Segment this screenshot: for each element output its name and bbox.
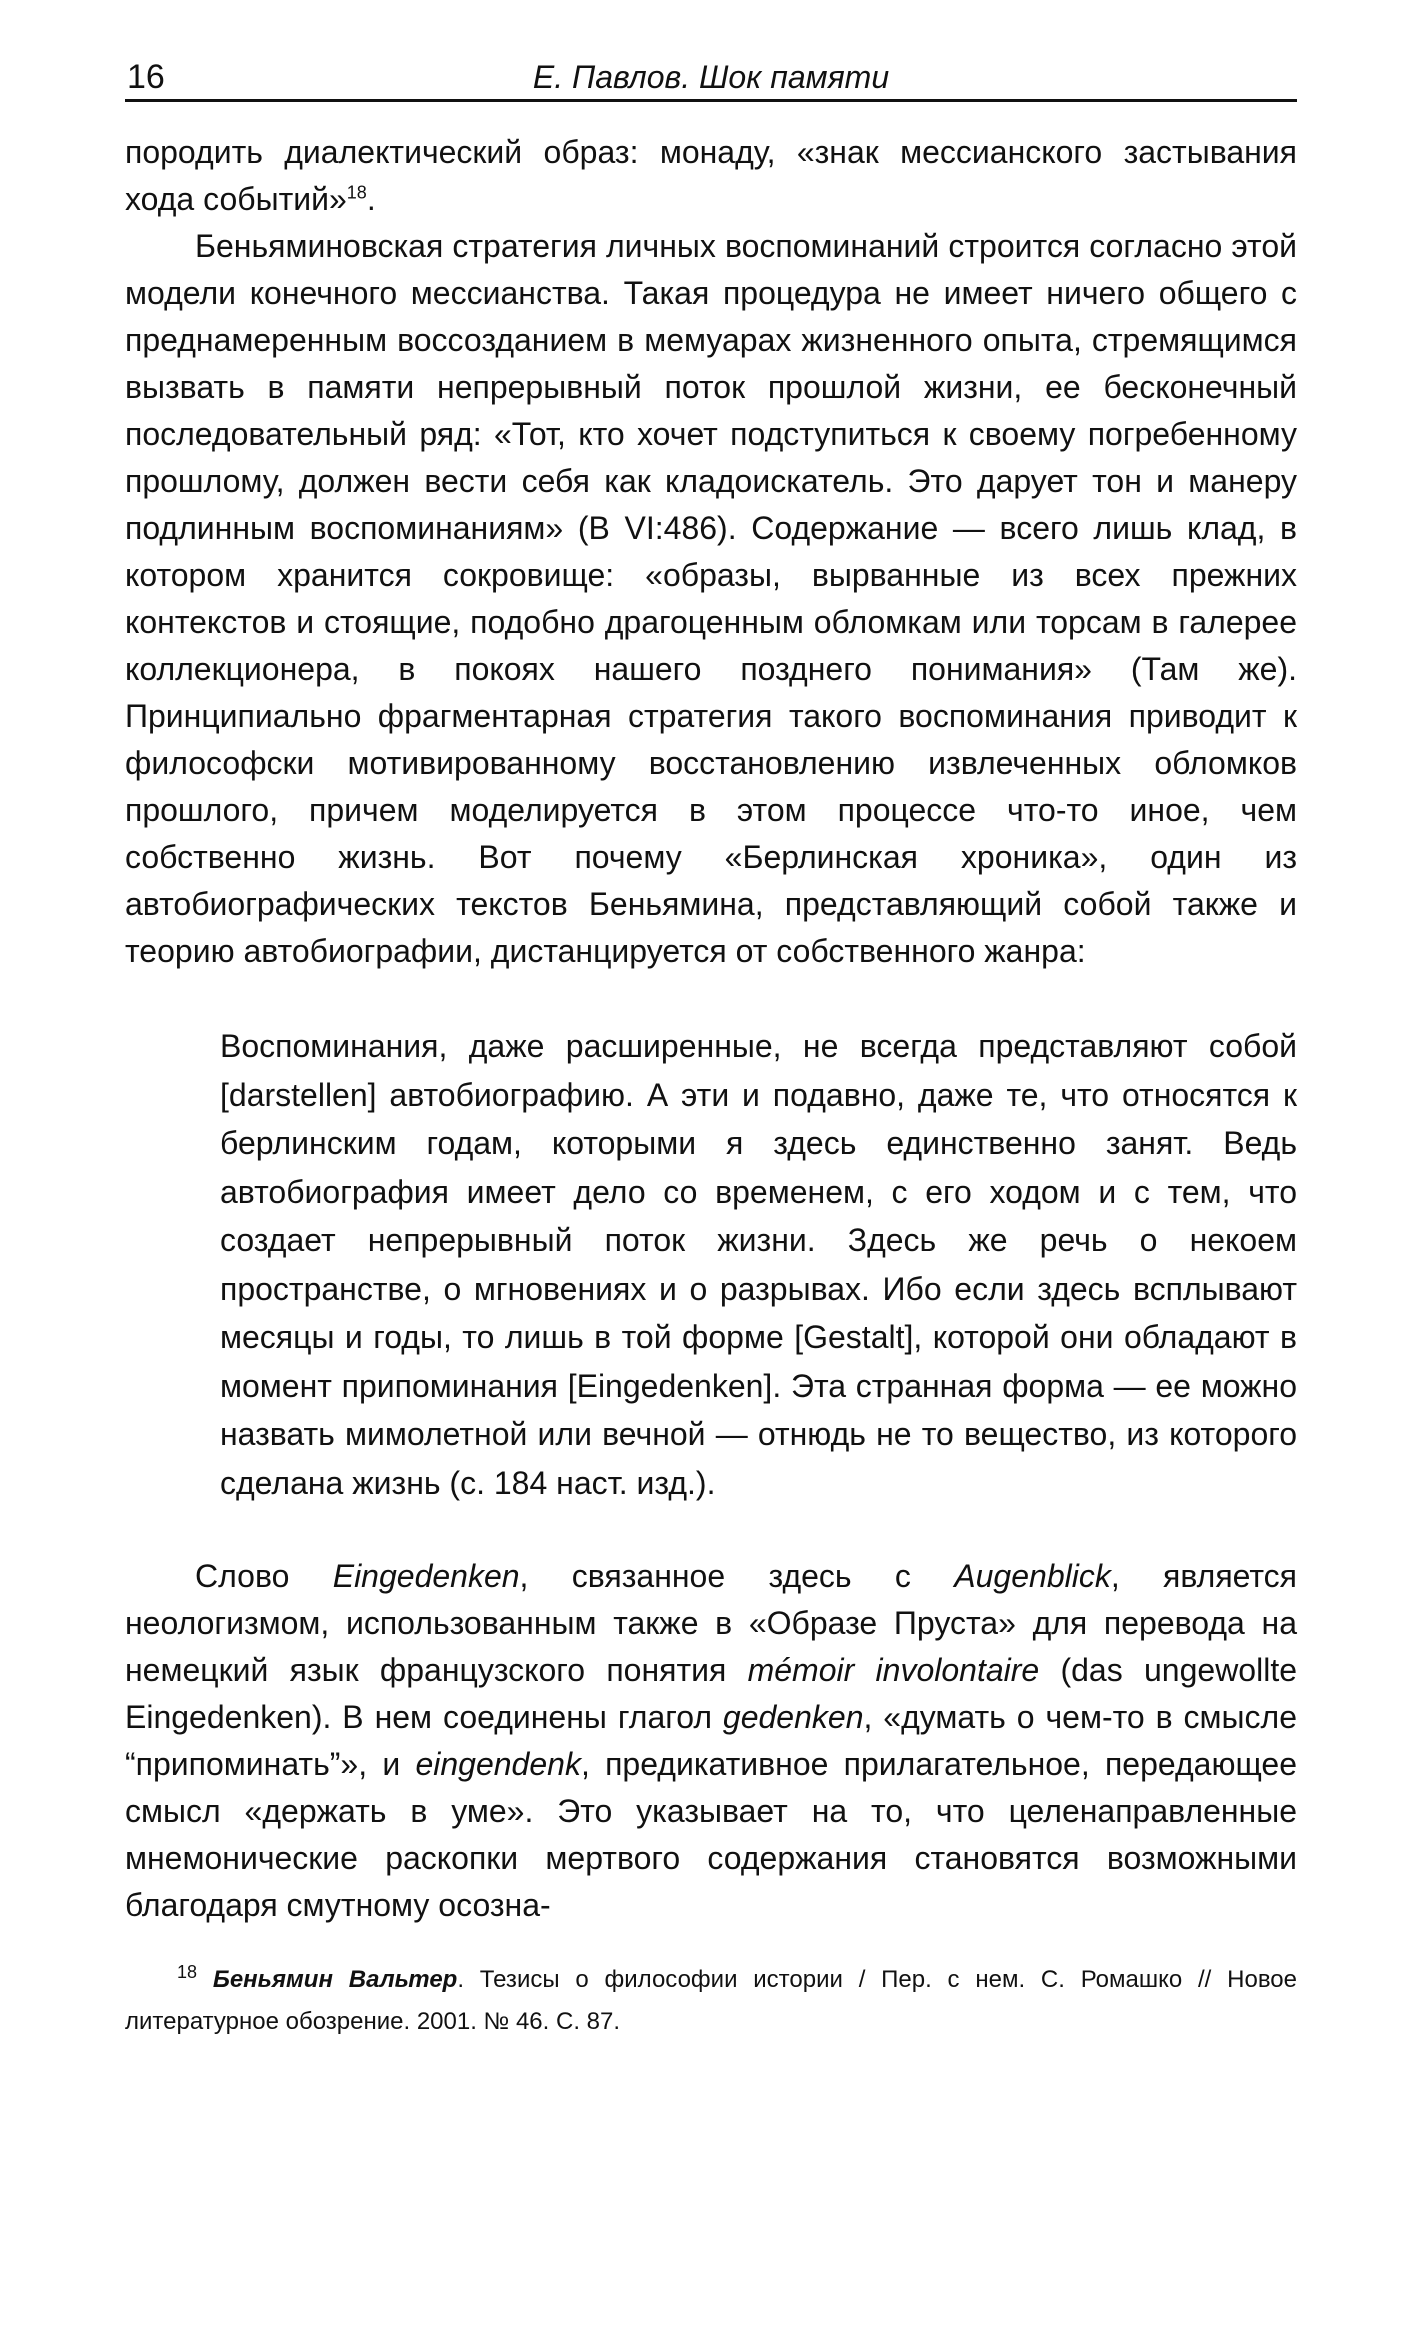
p3-term-gedenken: gedenken bbox=[722, 1699, 864, 1735]
footnote-text: . Тезисы о философии истории / Пер. с нем. С. Ромашко // Новое литературное обозрение. 2001. № 46. С. 87. bbox=[125, 1966, 1298, 2035]
paragraph-3 bbox=[125, 1553, 1297, 1929]
p3-term-memoir: mémoir involontaire bbox=[747, 1652, 1040, 1688]
p3-text-3: , является неологизмом, использованным также в «Образе Пруста» для перевода на немецкий язык французского понятия bbox=[125, 1558, 1298, 1688]
p3-text-5: , «думать о чем-то в смысле “припоминать”», и bbox=[125, 1699, 1297, 1782]
p3-text-2: , связанное здесь с bbox=[519, 1558, 955, 1594]
footnote bbox=[125, 1959, 1297, 2043]
footnote-marker: 18 bbox=[177, 1962, 198, 1982]
p3-term-augenblick: Augenblick bbox=[954, 1558, 1111, 1594]
paragraph-1-end: . bbox=[366, 181, 376, 217]
block-quote: Воспоминания, даже расширенные, не всегда представляют собой [darstellen] автобиографию. А эти и подавно, даже те, что относятся к берлинским годам, которыми я здесь единственно занят. Ведь автобиография имеет дело со временем, с его ходом и с тем, что создает непрерывный поток жизни. Здесь же речь о некоем пространстве, о мгновениях и о разрывах. Ибо если здесь всплывают месяцы и годы, то лишь в той форме [Gestalt], которой они обладают в момент припоминания [Eingedenken]. Эта странная форма — ее можно назвать мимолетной или вечной — отнюдь не то вещество, из которого сделана жизнь (с. 184 наст. изд.). bbox=[220, 1028, 1297, 1501]
page-number: 16 bbox=[127, 58, 165, 96]
footnote-author: Беньямин Вальтер bbox=[212, 1966, 458, 1993]
footnote-reference: 18 bbox=[346, 182, 367, 203]
running-header bbox=[125, 55, 1297, 102]
book-page bbox=[125, 55, 1297, 2067]
paragraph-1 bbox=[125, 129, 1297, 223]
running-title: Е. Павлов. Шок памяти bbox=[532, 59, 890, 95]
p3-text-6: , предикативное прилагательное, передающее смысл «держать в уме». Это указывает на то, что целенаправленные мнемонические раскопки мертвого содержания становятся возможными благодаря смутному осозна- bbox=[125, 1746, 1298, 1923]
paragraph-1-text: породить диалектический образ: монаду, «знак мессианского застывания хода событий» bbox=[125, 134, 1297, 217]
p3-term-eingedenken: Eingedenken bbox=[332, 1558, 520, 1594]
p3-text-4: (das ungewollte Eingedenken). В нем соединены глагол bbox=[125, 1652, 1298, 1735]
p3-term-eingendenk: eingendenk bbox=[415, 1746, 581, 1782]
p3-text-1: Слово bbox=[195, 1558, 333, 1594]
paragraph-2: Беньяминовская стратегия личных воспоминаний строится согласно этой модели конечного мессианства. Такая процедура не имеет ничего общего с преднамеренным воссозданием в мемуарах жизненного опыта, стремящимся вызвать в памяти непрерывный поток прошлой жизни, ее бесконечный последовательный ряд: «Тот, кто хочет подступиться к своему погребенному прошлому, должен вести себя как кладоискатель. Это дарует тон и манеру подлинным воспоминаниям» (B VI:486). Содержание — всего лишь клад, в котором хранится сокровище: «образы, вырванные из всех прежних контекстов и стоящие, подобно драгоценным обломкам или торсам в галерее коллекционера, в покоях нашего позднего понимания» (Там же). Принципиально фрагментарная стратегия такого воспоминания приводит к философски мотивированному восстановлению извлеченных обломков прошлого, причем моделируется в этом процессе что-то иное, чем собственно жизнь. Вот почему «Берлинская хроника», один из автобиографических текстов Беньямина, представляющий собой также и теорию автобиографии, дистанцируется от собственного жанра: bbox=[125, 228, 1297, 969]
